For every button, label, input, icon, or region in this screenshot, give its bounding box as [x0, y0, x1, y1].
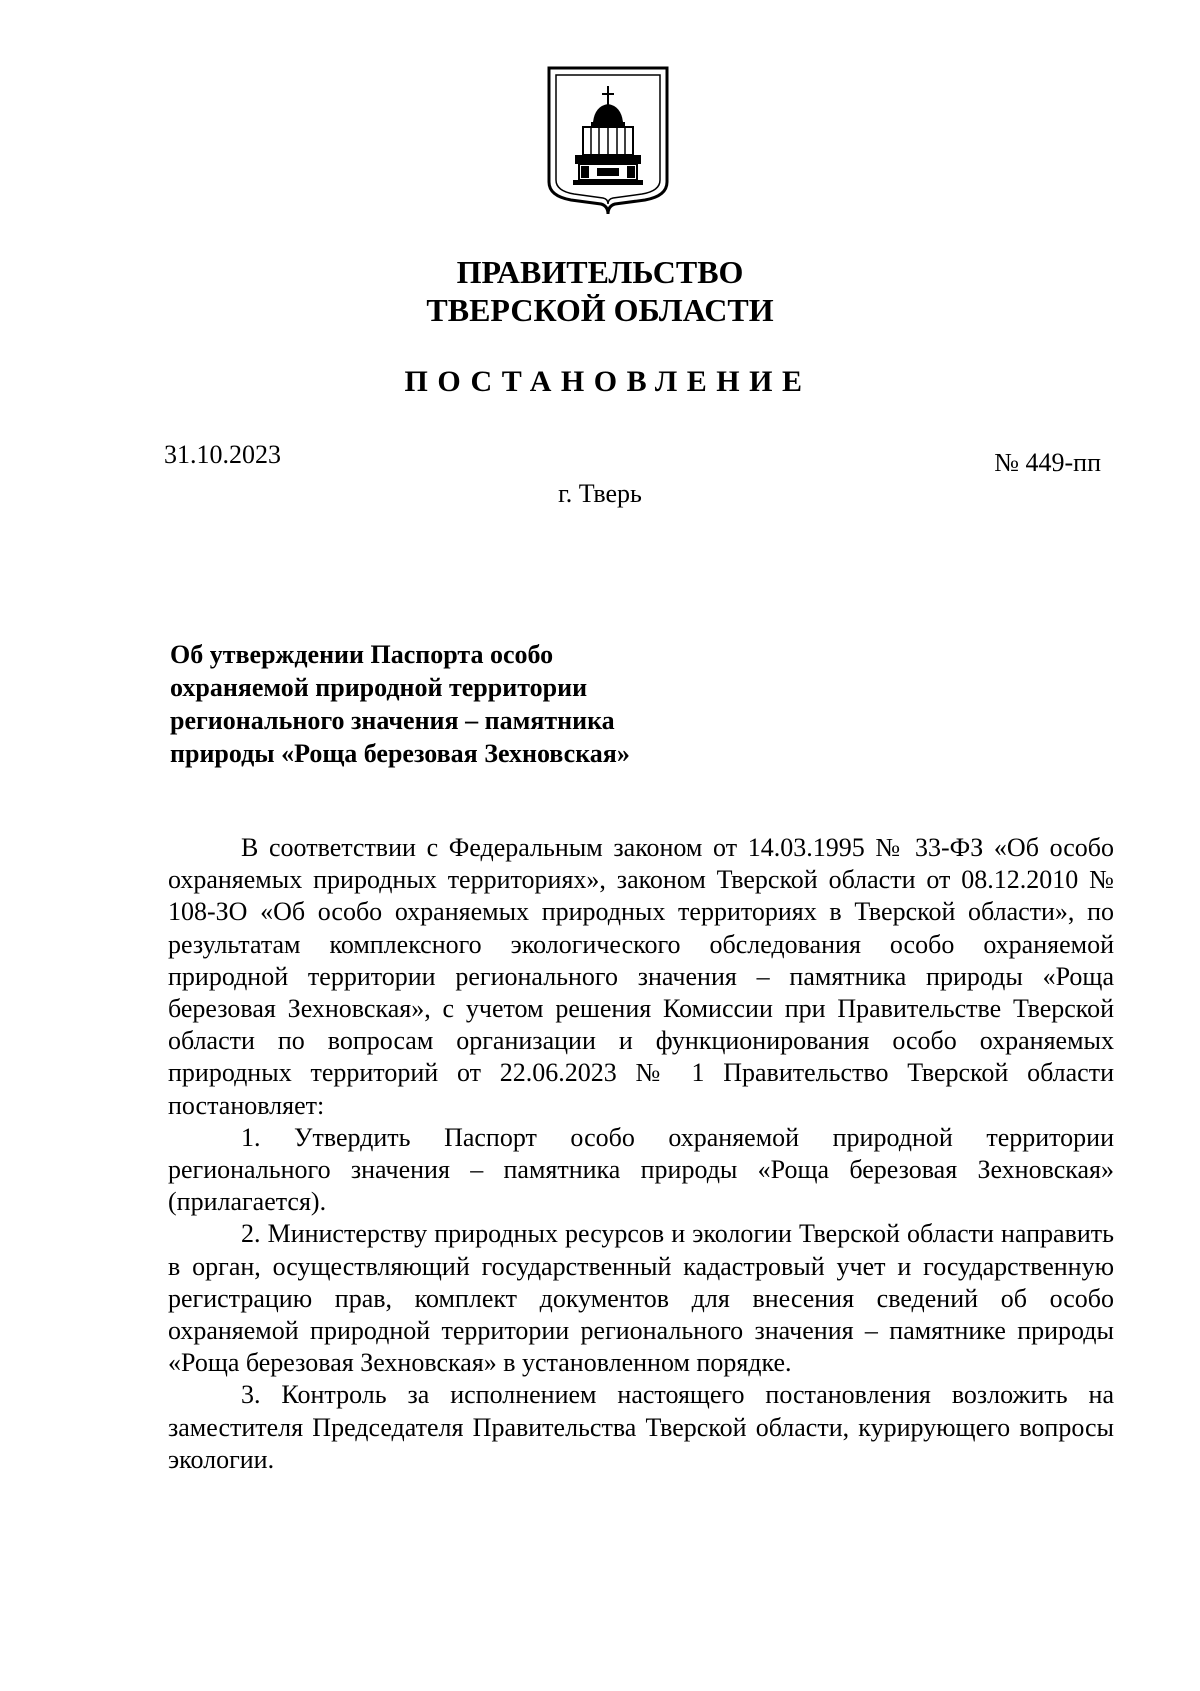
preamble-paragraph: В соответствии с Федеральным законом от 14.03.1995 № 33-ФЗ «Об особо охраняемых природных территориях», законом Тверской области от 08.12.2010 № 108-ЗО «Об особо охраняемых природных территориях в Тверской области», по результатам комплексного экологического обследования особо охраняемой природной территории регионального значения – памятника природы «Роща березовая Зехновская», с учетом решения Комиссии при Правительстве Тверской области по вопросам организации и функционирования особо охраняемых природных территорий от 22.06.2023 № 1 Правительство Тверской области постановляет: [168, 833, 1114, 1120]
subject-line: регионального значения – памятника [170, 706, 615, 735]
coat-of-arms-icon [545, 64, 671, 216]
subject-line: охраняемой природной территории [170, 673, 588, 702]
item-paragraph-3: 3. Контроль за исполнением настоящего постановления возложить на заместителя Председателя Правительства Тверской области, курирующего вопросы экологии. [168, 1380, 1114, 1474]
document-type-title: ПОСТАНОВЛЕНИЕ [404, 365, 812, 398]
document-number: № 449-пп [994, 448, 1101, 477]
document-date: 31.10.2023 [164, 440, 281, 469]
item-paragraph-1: 1. Утвердить Паспорт особо охраняемой природной территории регионального значения – памятника природы «Роща березовая Зехновская» (прилагается). [168, 1122, 1114, 1217]
subject-line: природы «Роща березовая Зехновская» [170, 739, 630, 768]
subject-line: Об утверждении Паспорта особо [170, 640, 554, 669]
organization-name-line2: ТВЕРСКОЙ ОБЛАСТИ [426, 292, 774, 328]
document-city: г. Тверь [558, 479, 642, 508]
item-paragraph-2: 2. Министерству природных ресурсов и экологии Тверской области направить в орган, осуществляющий государственный кадастровый учет и государственную регистрацию прав, комплект документов для внесения сведений об особо охраняемой природной территории регионального значения – памятнике природы «Роща березовая Зехновская» в установленном порядке. [168, 1219, 1114, 1378]
organization-name-line1: ПРАВИТЕЛЬСТВО [456, 254, 744, 290]
document-body [168, 832, 1114, 1476]
document-subject [170, 638, 730, 770]
